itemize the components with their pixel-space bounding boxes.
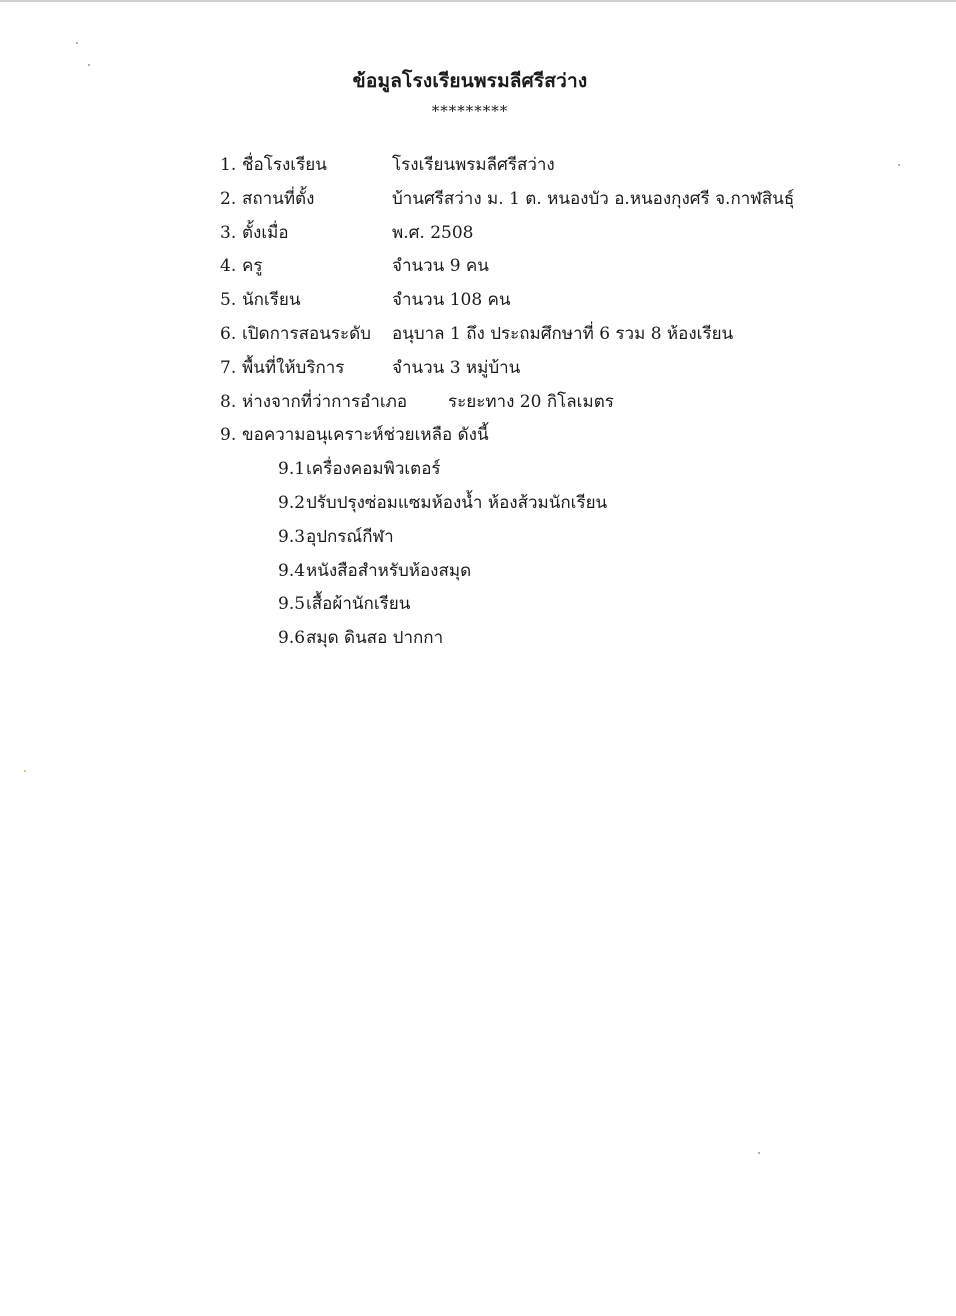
sublist-item-uniforms (0, 589, 956, 623)
subitem-number: 9.1 (278, 459, 306, 480)
subitem-number: 9.5 (278, 594, 306, 615)
item-label: ขอความอนุเคราะห์ช่วยเหลือ ดังนี้ (242, 425, 489, 446)
subitem-label: เสื้อผ้านักเรียน (306, 594, 411, 615)
item-label: เปิดการสอนระดับ (242, 323, 371, 344)
scan-speck (898, 164, 900, 166)
subitem-number: 9.2 (278, 492, 306, 513)
list-item-assistance-request (0, 420, 956, 454)
sublist-item-stationery (0, 623, 956, 657)
scan-edge-line (0, 0, 956, 2)
item-number: 3. (220, 222, 237, 243)
sublist-item-library-books (0, 556, 956, 590)
scan-speck (758, 1152, 760, 1154)
scan-speck (24, 770, 26, 772)
document-title: ข้อมูลโรงเรียนพรมลีศรีสว่าง (352, 70, 588, 92)
subitem-label: เครื่องคอมพิวเตอร์ (306, 459, 441, 480)
item-label: พื้นที่ให้บริการ (242, 357, 345, 378)
item-value: จำนวน 108 คน (392, 290, 511, 311)
item-value: โรงเรียนพรมลีศรีสว่าง (392, 155, 555, 175)
scan-speck (88, 64, 90, 66)
scan-speck (76, 42, 78, 44)
item-label: ชื่อโรงเรียน (242, 155, 327, 175)
list-item-established (0, 218, 956, 252)
item-number: 8. (220, 391, 237, 412)
subitem-label: ปรับปรุงซ่อมแซมห้องน้ำ ห้องส้วมนักเรียน (306, 492, 608, 513)
subitem-label: อุปกรณ์กีฬา (306, 526, 394, 547)
sublist-item-computers (0, 454, 956, 488)
item-label: ตั้งเมื่อ (242, 222, 289, 243)
item-value: บ้านศรีสว่าง ม. 1 ต. หนองบัว อ.หนองกุงศรี จ.กาฬสินธุ์ (392, 188, 795, 209)
item-number: 7. (220, 357, 237, 378)
item-number: 6. (220, 323, 237, 344)
subitem-number: 9.4 (278, 560, 306, 581)
item-value: อนุบาล 1 ถึง ประถมศึกษาที่ 6 รวม 8 ห้องเรียน (392, 323, 734, 344)
subitem-label: สมุด ดินสอ ปากกา (306, 628, 444, 649)
list-item-teachers (0, 251, 956, 285)
subitem-number: 9.6 (278, 628, 306, 649)
list-item-location (0, 184, 956, 218)
item-value: จำนวน 3 หมู่บ้าน (392, 357, 521, 378)
item-label: นักเรียน (242, 290, 301, 311)
list-item-distance (0, 387, 956, 421)
item-label: สถานที่ตั้ง (242, 188, 315, 209)
subitem-label: หนังสือสำหรับห้องสมุด (306, 560, 472, 581)
item-value: พ.ศ. 2508 (392, 222, 474, 243)
subitem-number: 9.3 (278, 526, 306, 547)
item-number: 4. (220, 256, 237, 277)
item-number: 5. (220, 290, 237, 311)
item-value: จำนวน 9 คน (392, 256, 489, 277)
item-label: ห่างจากที่ว่าการอำเภอ (242, 391, 408, 412)
info-list (0, 150, 956, 657)
list-item-teaching-levels (0, 319, 956, 353)
item-number: 9. (220, 425, 237, 446)
item-number: 1. (220, 155, 237, 175)
list-item-service-area (0, 353, 956, 387)
sublist-item-sports-equipment (0, 522, 956, 556)
list-item-school-name (0, 150, 956, 184)
item-number: 2. (220, 188, 237, 209)
item-value: ระยะทาง 20 กิโลเมตร (448, 391, 614, 412)
list-item-students (0, 285, 956, 319)
item-label: ครู (242, 256, 263, 277)
title-separator: ********* (431, 102, 509, 120)
sublist-item-restrooms (0, 488, 956, 522)
